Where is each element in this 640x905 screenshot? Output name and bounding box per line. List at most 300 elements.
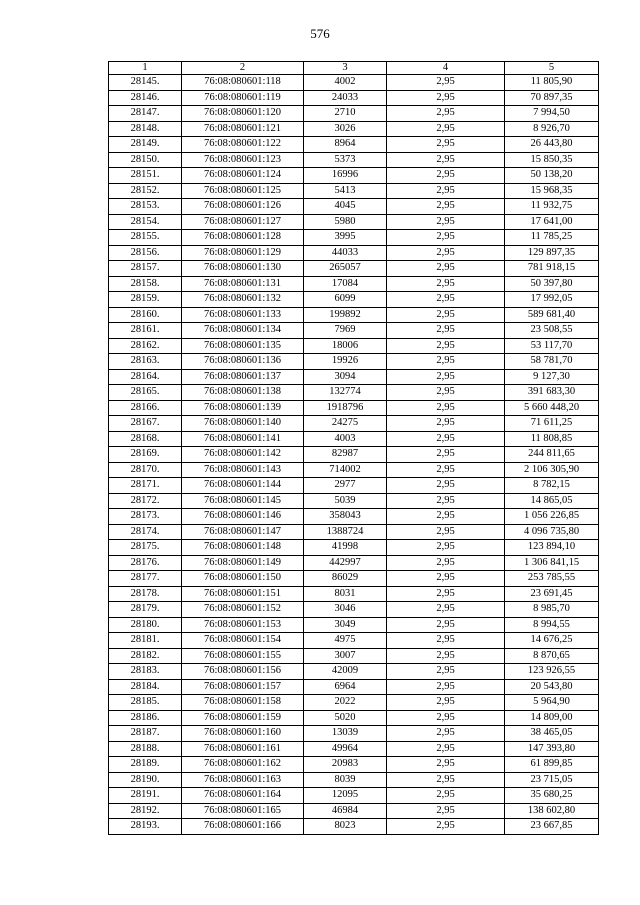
amount-cell: 129 897,35 bbox=[505, 245, 599, 261]
page-number: 576 bbox=[310, 26, 330, 41]
row-number-cell: 28180. bbox=[109, 617, 182, 633]
cadastral-number-cell: 76:08:080601:121 bbox=[182, 121, 304, 137]
table-row bbox=[109, 664, 599, 680]
row-number-cell: 28148. bbox=[109, 121, 182, 137]
table-row bbox=[109, 462, 599, 478]
amount-cell: 1 306 841,15 bbox=[505, 555, 599, 571]
row-number-cell: 28156. bbox=[109, 245, 182, 261]
table-row bbox=[109, 369, 599, 385]
table-row bbox=[109, 292, 599, 308]
area-cell: 24275 bbox=[304, 416, 387, 432]
rate-cell: 2,95 bbox=[387, 431, 505, 447]
amount-cell: 8 926,70 bbox=[505, 121, 599, 137]
amount-cell: 38 465,05 bbox=[505, 726, 599, 742]
area-cell: 5039 bbox=[304, 493, 387, 509]
area-cell: 4002 bbox=[304, 75, 387, 91]
area-cell: 44033 bbox=[304, 245, 387, 261]
area-cell: 714002 bbox=[304, 462, 387, 478]
area-cell: 3026 bbox=[304, 121, 387, 137]
rate-cell: 2,95 bbox=[387, 493, 505, 509]
rate-cell: 2,95 bbox=[387, 137, 505, 153]
rate-cell: 2,95 bbox=[387, 664, 505, 680]
cadastral-number-cell: 76:08:080601:136 bbox=[182, 354, 304, 370]
area-cell: 199892 bbox=[304, 307, 387, 323]
cadastral-number-cell: 76:08:080601:147 bbox=[182, 524, 304, 540]
rate-cell: 2,95 bbox=[387, 617, 505, 633]
cadastral-number-cell: 76:08:080601:130 bbox=[182, 261, 304, 277]
row-number-cell: 28170. bbox=[109, 462, 182, 478]
cadastral-number-cell: 76:08:080601:142 bbox=[182, 447, 304, 463]
rate-cell: 2,95 bbox=[387, 338, 505, 354]
table-row bbox=[109, 679, 599, 695]
area-cell: 1388724 bbox=[304, 524, 387, 540]
rate-cell: 2,95 bbox=[387, 602, 505, 618]
amount-cell: 70 897,35 bbox=[505, 90, 599, 106]
table-row bbox=[109, 307, 599, 323]
rate-cell: 2,95 bbox=[387, 214, 505, 230]
row-number-cell: 28173. bbox=[109, 509, 182, 525]
row-number-cell: 28168. bbox=[109, 431, 182, 447]
cadastral-number-cell: 76:08:080601:145 bbox=[182, 493, 304, 509]
area-cell: 3995 bbox=[304, 230, 387, 246]
table-row bbox=[109, 772, 599, 788]
area-cell: 4045 bbox=[304, 199, 387, 215]
row-number-cell: 28160. bbox=[109, 307, 182, 323]
table-row bbox=[109, 540, 599, 556]
area-cell: 86029 bbox=[304, 571, 387, 587]
cadastral-number-cell: 76:08:080601:120 bbox=[182, 106, 304, 122]
area-cell: 3046 bbox=[304, 602, 387, 618]
table-row bbox=[109, 788, 599, 804]
table-row bbox=[109, 555, 599, 571]
row-number-cell: 28159. bbox=[109, 292, 182, 308]
area-cell: 6964 bbox=[304, 679, 387, 695]
amount-cell: 8 782,15 bbox=[505, 478, 599, 494]
row-number-cell: 28172. bbox=[109, 493, 182, 509]
cadastral-number-cell: 76:08:080601:144 bbox=[182, 478, 304, 494]
row-number-cell: 28163. bbox=[109, 354, 182, 370]
row-number-cell: 28157. bbox=[109, 261, 182, 277]
cadastral-number-cell: 76:08:080601:137 bbox=[182, 369, 304, 385]
row-number-cell: 28149. bbox=[109, 137, 182, 153]
cadastral-number-cell: 76:08:080601:119 bbox=[182, 90, 304, 106]
cadastral-number-cell: 76:08:080601:158 bbox=[182, 695, 304, 711]
cadastral-number-cell: 76:08:080601:159 bbox=[182, 710, 304, 726]
amount-cell: 23 715,05 bbox=[505, 772, 599, 788]
amount-cell: 138 602,80 bbox=[505, 803, 599, 819]
cadastral-number-cell: 76:08:080601:139 bbox=[182, 400, 304, 416]
table-row bbox=[109, 90, 599, 106]
table-row bbox=[109, 354, 599, 370]
amount-cell: 9 127,30 bbox=[505, 369, 599, 385]
amount-cell: 58 781,70 bbox=[505, 354, 599, 370]
cadastral-number-cell: 76:08:080601:125 bbox=[182, 183, 304, 199]
table-row bbox=[109, 447, 599, 463]
row-number-cell: 28152. bbox=[109, 183, 182, 199]
area-cell: 13039 bbox=[304, 726, 387, 742]
rate-cell: 2,95 bbox=[387, 478, 505, 494]
row-number-cell: 28166. bbox=[109, 400, 182, 416]
amount-cell: 11 805,90 bbox=[505, 75, 599, 91]
table-row bbox=[109, 602, 599, 618]
table-row bbox=[109, 524, 599, 540]
area-cell: 18006 bbox=[304, 338, 387, 354]
table-row bbox=[109, 214, 599, 230]
rate-cell: 2,95 bbox=[387, 230, 505, 246]
row-number-cell: 28184. bbox=[109, 679, 182, 695]
rate-cell: 2,95 bbox=[387, 788, 505, 804]
cadastral-number-cell: 76:08:080601:153 bbox=[182, 617, 304, 633]
area-cell: 358043 bbox=[304, 509, 387, 525]
amount-cell: 14 865,05 bbox=[505, 493, 599, 509]
rate-cell: 2,95 bbox=[387, 509, 505, 525]
table-row bbox=[109, 819, 599, 835]
rate-cell: 2,95 bbox=[387, 354, 505, 370]
table-row bbox=[109, 121, 599, 137]
amount-cell: 5 964,90 bbox=[505, 695, 599, 711]
area-cell: 5020 bbox=[304, 710, 387, 726]
rate-cell: 2,95 bbox=[387, 462, 505, 478]
table-row bbox=[109, 478, 599, 494]
rate-cell: 2,95 bbox=[387, 152, 505, 168]
rate-cell: 2,95 bbox=[387, 369, 505, 385]
cadastral-number-cell: 76:08:080601:166 bbox=[182, 819, 304, 835]
table-row bbox=[109, 493, 599, 509]
rate-cell: 2,95 bbox=[387, 648, 505, 664]
amount-cell: 123 894,10 bbox=[505, 540, 599, 556]
rate-cell: 2,95 bbox=[387, 121, 505, 137]
row-number-cell: 28169. bbox=[109, 447, 182, 463]
table-header-row bbox=[109, 62, 599, 75]
row-number-cell: 28192. bbox=[109, 803, 182, 819]
column-header: 4 bbox=[387, 62, 505, 75]
table-row bbox=[109, 400, 599, 416]
amount-cell: 50 397,80 bbox=[505, 276, 599, 292]
cadastral-number-cell: 76:08:080601:127 bbox=[182, 214, 304, 230]
amount-cell: 23 508,55 bbox=[505, 323, 599, 339]
cadastral-number-cell: 76:08:080601:128 bbox=[182, 230, 304, 246]
table-row bbox=[109, 230, 599, 246]
amount-cell: 17 641,00 bbox=[505, 214, 599, 230]
cadastral-number-cell: 76:08:080601:162 bbox=[182, 757, 304, 773]
row-number-cell: 28165. bbox=[109, 385, 182, 401]
amount-cell: 20 543,80 bbox=[505, 679, 599, 695]
amount-cell: 35 680,25 bbox=[505, 788, 599, 804]
amount-cell: 11 785,25 bbox=[505, 230, 599, 246]
row-number-cell: 28154. bbox=[109, 214, 182, 230]
row-number-cell: 28188. bbox=[109, 741, 182, 757]
cadastral-number-cell: 76:08:080601:165 bbox=[182, 803, 304, 819]
row-number-cell: 28174. bbox=[109, 524, 182, 540]
cadastral-number-cell: 76:08:080601:131 bbox=[182, 276, 304, 292]
cadastral-number-cell: 76:08:080601:143 bbox=[182, 462, 304, 478]
rate-cell: 2,95 bbox=[387, 695, 505, 711]
rate-cell: 2,95 bbox=[387, 168, 505, 184]
row-number-cell: 28146. bbox=[109, 90, 182, 106]
table-row bbox=[109, 617, 599, 633]
area-cell: 3094 bbox=[304, 369, 387, 385]
amount-cell: 61 899,85 bbox=[505, 757, 599, 773]
cadastral-number-cell: 76:08:080601:124 bbox=[182, 168, 304, 184]
cadastral-number-cell: 76:08:080601:118 bbox=[182, 75, 304, 91]
table-row bbox=[109, 757, 599, 773]
amount-cell: 15 968,35 bbox=[505, 183, 599, 199]
area-cell: 42009 bbox=[304, 664, 387, 680]
table-row bbox=[109, 168, 599, 184]
amount-cell: 15 850,35 bbox=[505, 152, 599, 168]
table-row bbox=[109, 571, 599, 587]
cadastral-number-cell: 76:08:080601:163 bbox=[182, 772, 304, 788]
amount-cell: 123 926,55 bbox=[505, 664, 599, 680]
table-row bbox=[109, 416, 599, 432]
amount-cell: 781 918,15 bbox=[505, 261, 599, 277]
rate-cell: 2,95 bbox=[387, 524, 505, 540]
cadastral-number-cell: 76:08:080601:129 bbox=[182, 245, 304, 261]
amount-cell: 11 808,85 bbox=[505, 431, 599, 447]
rate-cell: 2,95 bbox=[387, 292, 505, 308]
rate-cell: 2,95 bbox=[387, 726, 505, 742]
table-row bbox=[109, 431, 599, 447]
table-row bbox=[109, 106, 599, 122]
table-row bbox=[109, 741, 599, 757]
table-row bbox=[109, 633, 599, 649]
row-number-cell: 28145. bbox=[109, 75, 182, 91]
row-number-cell: 28151. bbox=[109, 168, 182, 184]
cadastral-number-cell: 76:08:080601:134 bbox=[182, 323, 304, 339]
amount-cell: 53 117,70 bbox=[505, 338, 599, 354]
cadastral-number-cell: 76:08:080601:157 bbox=[182, 679, 304, 695]
rate-cell: 2,95 bbox=[387, 106, 505, 122]
row-number-cell: 28150. bbox=[109, 152, 182, 168]
rate-cell: 2,95 bbox=[387, 679, 505, 695]
row-number-cell: 28183. bbox=[109, 664, 182, 680]
area-cell: 265057 bbox=[304, 261, 387, 277]
table-row bbox=[109, 586, 599, 602]
amount-cell: 26 443,80 bbox=[505, 137, 599, 153]
area-cell: 4975 bbox=[304, 633, 387, 649]
rate-cell: 2,95 bbox=[387, 323, 505, 339]
row-number-cell: 28185. bbox=[109, 695, 182, 711]
area-cell: 2710 bbox=[304, 106, 387, 122]
cadastral-number-cell: 76:08:080601:122 bbox=[182, 137, 304, 153]
rate-cell: 2,95 bbox=[387, 772, 505, 788]
area-cell: 41998 bbox=[304, 540, 387, 556]
rate-cell: 2,95 bbox=[387, 400, 505, 416]
cadastral-number-cell: 76:08:080601:155 bbox=[182, 648, 304, 664]
cadastral-number-cell: 76:08:080601:133 bbox=[182, 307, 304, 323]
row-number-cell: 28182. bbox=[109, 648, 182, 664]
cadastral-number-cell: 76:08:080601:148 bbox=[182, 540, 304, 556]
rate-cell: 2,95 bbox=[387, 307, 505, 323]
area-cell: 5413 bbox=[304, 183, 387, 199]
area-cell: 2977 bbox=[304, 478, 387, 494]
column-header: 2 bbox=[182, 62, 304, 75]
cadastral-number-cell: 76:08:080601:156 bbox=[182, 664, 304, 680]
row-number-cell: 28187. bbox=[109, 726, 182, 742]
row-number-cell: 28186. bbox=[109, 710, 182, 726]
amount-cell: 5 660 448,20 bbox=[505, 400, 599, 416]
column-header: 1 bbox=[109, 62, 182, 75]
row-number-cell: 28167. bbox=[109, 416, 182, 432]
table-body bbox=[109, 75, 599, 835]
amount-cell: 11 932,75 bbox=[505, 199, 599, 215]
row-number-cell: 28175. bbox=[109, 540, 182, 556]
cadastral-number-cell: 76:08:080601:154 bbox=[182, 633, 304, 649]
amount-cell: 7 994,50 bbox=[505, 106, 599, 122]
area-cell: 82987 bbox=[304, 447, 387, 463]
table-row bbox=[109, 695, 599, 711]
table-row bbox=[109, 803, 599, 819]
amount-cell: 23 691,45 bbox=[505, 586, 599, 602]
rate-cell: 2,95 bbox=[387, 741, 505, 757]
row-number-cell: 28176. bbox=[109, 555, 182, 571]
area-cell: 19926 bbox=[304, 354, 387, 370]
area-cell: 8964 bbox=[304, 137, 387, 153]
cadastral-number-cell: 76:08:080601:151 bbox=[182, 586, 304, 602]
area-cell: 2022 bbox=[304, 695, 387, 711]
area-cell: 16996 bbox=[304, 168, 387, 184]
column-header: 5 bbox=[505, 62, 599, 75]
cadastral-number-cell: 76:08:080601:135 bbox=[182, 338, 304, 354]
amount-cell: 2 106 305,90 bbox=[505, 462, 599, 478]
rate-cell: 2,95 bbox=[387, 183, 505, 199]
table-row bbox=[109, 726, 599, 742]
row-number-cell: 28162. bbox=[109, 338, 182, 354]
table-row bbox=[109, 137, 599, 153]
cadastral-number-cell: 76:08:080601:152 bbox=[182, 602, 304, 618]
rate-cell: 2,95 bbox=[387, 710, 505, 726]
row-number-cell: 28158. bbox=[109, 276, 182, 292]
amount-cell: 253 785,55 bbox=[505, 571, 599, 587]
area-cell: 6099 bbox=[304, 292, 387, 308]
amount-cell: 8 985,70 bbox=[505, 602, 599, 618]
row-number-cell: 28171. bbox=[109, 478, 182, 494]
cadastral-number-cell: 76:08:080601:123 bbox=[182, 152, 304, 168]
amount-cell: 71 611,25 bbox=[505, 416, 599, 432]
row-number-cell: 28155. bbox=[109, 230, 182, 246]
area-cell: 132774 bbox=[304, 385, 387, 401]
row-number-cell: 28178. bbox=[109, 586, 182, 602]
row-number-cell: 28147. bbox=[109, 106, 182, 122]
table-row bbox=[109, 385, 599, 401]
amount-cell: 4 096 735,80 bbox=[505, 524, 599, 540]
rate-cell: 2,95 bbox=[387, 803, 505, 819]
row-number-cell: 28181. bbox=[109, 633, 182, 649]
cadastral-number-cell: 76:08:080601:150 bbox=[182, 571, 304, 587]
row-number-cell: 28189. bbox=[109, 757, 182, 773]
row-number-cell: 28161. bbox=[109, 323, 182, 339]
row-number-cell: 28164. bbox=[109, 369, 182, 385]
area-cell: 3049 bbox=[304, 617, 387, 633]
amount-cell: 589 681,40 bbox=[505, 307, 599, 323]
amount-cell: 8 994,55 bbox=[505, 617, 599, 633]
rate-cell: 2,95 bbox=[387, 540, 505, 556]
amount-cell: 1 056 226,85 bbox=[505, 509, 599, 525]
area-cell: 12095 bbox=[304, 788, 387, 804]
amount-cell: 50 138,20 bbox=[505, 168, 599, 184]
rate-cell: 2,95 bbox=[387, 276, 505, 292]
rate-cell: 2,95 bbox=[387, 90, 505, 106]
rate-cell: 2,95 bbox=[387, 261, 505, 277]
rate-cell: 2,95 bbox=[387, 586, 505, 602]
rate-cell: 2,95 bbox=[387, 199, 505, 215]
area-cell: 7969 bbox=[304, 323, 387, 339]
table-row bbox=[109, 261, 599, 277]
area-cell: 5373 bbox=[304, 152, 387, 168]
amount-cell: 14 809,00 bbox=[505, 710, 599, 726]
rate-cell: 2,95 bbox=[387, 633, 505, 649]
area-cell: 4003 bbox=[304, 431, 387, 447]
row-number-cell: 28193. bbox=[109, 819, 182, 835]
cadastral-number-cell: 76:08:080601:149 bbox=[182, 555, 304, 571]
cadastral-number-cell: 76:08:080601:146 bbox=[182, 509, 304, 525]
rate-cell: 2,95 bbox=[387, 416, 505, 432]
amount-cell: 147 393,80 bbox=[505, 741, 599, 757]
amount-cell: 391 683,30 bbox=[505, 385, 599, 401]
table-row bbox=[109, 323, 599, 339]
rate-cell: 2,95 bbox=[387, 385, 505, 401]
amount-cell: 14 676,25 bbox=[505, 633, 599, 649]
area-cell: 24033 bbox=[304, 90, 387, 106]
cadastral-number-cell: 76:08:080601:132 bbox=[182, 292, 304, 308]
cadastral-number-cell: 76:08:080601:141 bbox=[182, 431, 304, 447]
area-cell: 20983 bbox=[304, 757, 387, 773]
area-cell: 5980 bbox=[304, 214, 387, 230]
area-cell: 49964 bbox=[304, 741, 387, 757]
area-cell: 442997 bbox=[304, 555, 387, 571]
table-row bbox=[109, 338, 599, 354]
area-cell: 3007 bbox=[304, 648, 387, 664]
table-row bbox=[109, 710, 599, 726]
row-number-cell: 28177. bbox=[109, 571, 182, 587]
table-row bbox=[109, 199, 599, 215]
amount-cell: 17 992,05 bbox=[505, 292, 599, 308]
row-number-cell: 28190. bbox=[109, 772, 182, 788]
cadastral-number-cell: 76:08:080601:160 bbox=[182, 726, 304, 742]
rate-cell: 2,95 bbox=[387, 555, 505, 571]
table-row bbox=[109, 648, 599, 664]
table-row bbox=[109, 245, 599, 261]
area-cell: 17084 bbox=[304, 276, 387, 292]
rate-cell: 2,95 bbox=[387, 757, 505, 773]
area-cell: 8031 bbox=[304, 586, 387, 602]
area-cell: 8023 bbox=[304, 819, 387, 835]
cadastral-number-cell: 76:08:080601:161 bbox=[182, 741, 304, 757]
table-row bbox=[109, 183, 599, 199]
row-number-cell: 28191. bbox=[109, 788, 182, 804]
column-header: 3 bbox=[304, 62, 387, 75]
cadastral-number-cell: 76:08:080601:140 bbox=[182, 416, 304, 432]
row-number-cell: 28153. bbox=[109, 199, 182, 215]
rate-cell: 2,95 bbox=[387, 245, 505, 261]
area-cell: 46984 bbox=[304, 803, 387, 819]
table-row bbox=[109, 509, 599, 525]
area-cell: 1918796 bbox=[304, 400, 387, 416]
table-row bbox=[109, 152, 599, 168]
rate-cell: 2,95 bbox=[387, 447, 505, 463]
table-row bbox=[109, 276, 599, 292]
data-table bbox=[108, 61, 599, 835]
amount-cell: 23 667,85 bbox=[505, 819, 599, 835]
amount-cell: 8 870,65 bbox=[505, 648, 599, 664]
table-row bbox=[109, 75, 599, 91]
row-number-cell: 28179. bbox=[109, 602, 182, 618]
cadastral-number-cell: 76:08:080601:126 bbox=[182, 199, 304, 215]
cadastral-number-cell: 76:08:080601:164 bbox=[182, 788, 304, 804]
area-cell: 8039 bbox=[304, 772, 387, 788]
amount-cell: 244 811,65 bbox=[505, 447, 599, 463]
cadastral-number-cell: 76:08:080601:138 bbox=[182, 385, 304, 401]
